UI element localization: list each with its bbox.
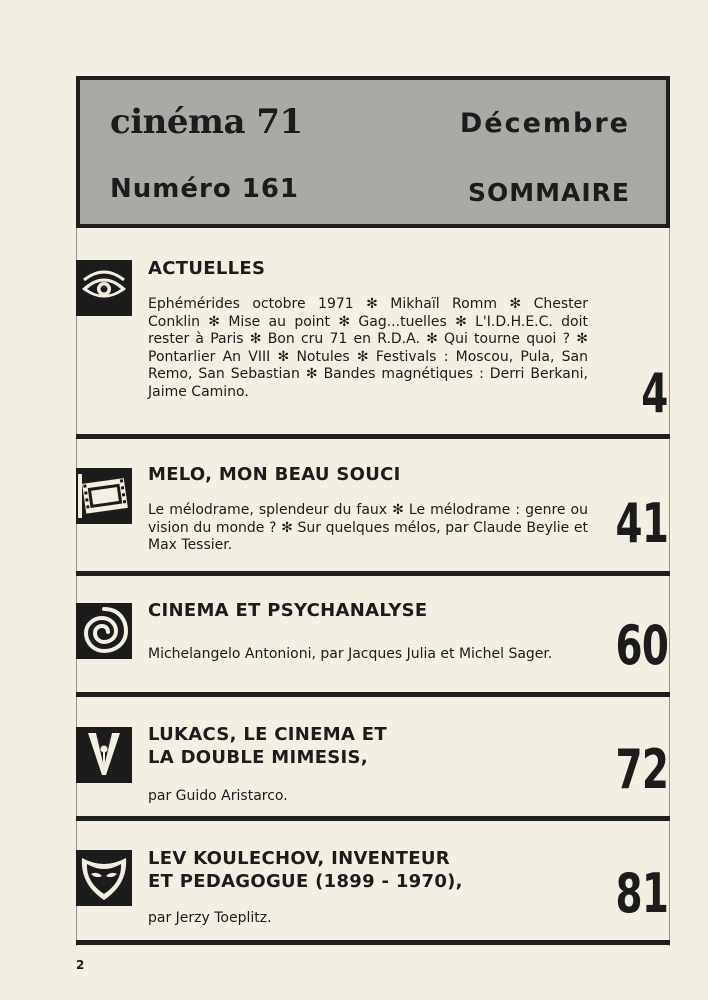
entry-title-line-2: ET PEDAGOGUE (1899 - 1970), (148, 871, 463, 892)
entry-description: par Guido Aristarco. (148, 788, 288, 804)
issue-month: Décembre (459, 108, 630, 139)
masthead (76, 76, 670, 228)
entry-title: ACTUELLES (148, 258, 266, 279)
section-divider (76, 940, 670, 945)
contents-entry-actuelles (76, 258, 670, 438)
entry-title-line-1: LUKACS, LE CINEMA ET (148, 724, 387, 745)
spiral-icon (76, 603, 132, 659)
entry-title: CINEMA ET PSYCHANALYSE (148, 600, 428, 621)
entry-title-line-1: LEV KOULECHOV, INVENTEUR (148, 848, 450, 869)
contents-heading: SOMMAIRE (468, 178, 630, 207)
magazine-title: cinéma 71 (110, 102, 303, 142)
contents-entry-melo (76, 464, 670, 574)
contents-entry-psychanalyse (76, 600, 670, 695)
section-divider (76, 692, 670, 697)
entry-page-number: 72 (615, 738, 668, 801)
entry-description: Michelangelo Antonioni, par Jacques Julia et Michel Sager. (148, 646, 553, 662)
entry-page-number: 41 (615, 492, 668, 555)
section-divider (76, 816, 670, 821)
contents-entry-lukacs (76, 724, 670, 819)
contents-entry-koulechov (76, 848, 670, 943)
entry-page-number: 81 (615, 862, 668, 925)
entry-description: Ephémérides octobre 1971 ✻ Mikhaïl Romm ✻ Chester Conklin ✻ Mise au point ✻ Gag...tuelles ✻ L'I.D.H.E.C. doit rester à Paris ✻ Bon cru 71 en R.D.A. ✻ Qui tourne quoi ? ✻ Pontarlier An VIII ✻ Notules ✻ Festivals : Moscou, Pula, San Remo, San Sebastian ✻ Bandes magnétiques : Derri Berkani, Jaime Camino. (148, 296, 588, 400)
entry-page-number: 60 (615, 614, 668, 677)
issue-number: Numéro 161 (110, 174, 300, 204)
entry-title-line-2: LA DOUBLE MIMESIS, (148, 747, 368, 768)
section-divider (76, 434, 670, 439)
entry-description: par Jerzy Toeplitz. (148, 910, 272, 926)
page-folio: 2 (76, 958, 85, 972)
entry-title: MELO, MON BEAU SOUCI (148, 464, 401, 485)
film-strip-icon (76, 468, 132, 524)
section-divider (76, 571, 670, 576)
eye-icon (76, 260, 132, 316)
pen-nib-icon (76, 727, 132, 783)
entry-page-number: 4 (641, 362, 668, 425)
mask-icon (76, 850, 132, 906)
entry-description: Le mélodrame, splendeur du faux ✻ Le mélodrame : genre ou vision du monde ? ✻ Sur quelques mélos, par Claude Beylie et Max Tessier. (148, 502, 588, 553)
